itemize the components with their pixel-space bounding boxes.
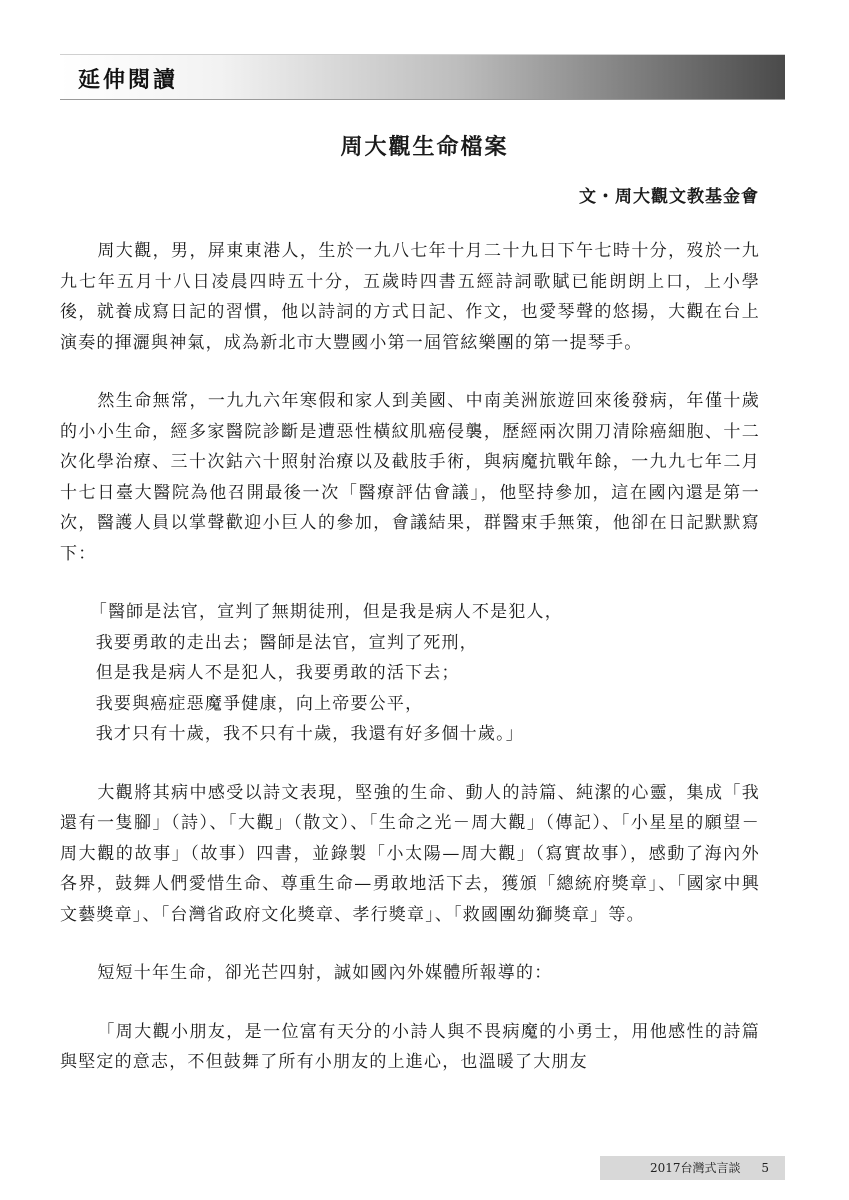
page-footer	[600, 1156, 785, 1180]
diary-poem	[60, 597, 760, 750]
byline: 文・周大觀文教基金會	[579, 187, 759, 207]
poem-line: 但是我是病人不是犯人，我要勇敢的活下去；	[95, 663, 460, 683]
poem-line: 我要與癌症惡魔爭健康，向上帝要公平，	[95, 693, 424, 714]
paragraph: 然生命無常，一九九六年寒假和家人到美國、中南美洲旅遊回來後發病，年僅十歲的小小生命，經多家醫院診斷是遭惡性橫紋肌癌侵襲，歷經兩次開刀清除癌細胞、十二次化學治療、三十次鈷六十照射治療以及截肢手術，與病魔抗戰年餘，一九九七年二月十七日臺大醫院為他召開最後一次「醫療評估會議」，他堅持參加，這在國內還是第一次，醫護人員以掌聲歡迎小巨人的參加，會議結果，群醫束手無策，他卻在日記默默寫下：	[60, 391, 760, 564]
poem-line: 我要勇敢的走出去；醫師是法官，宣判了死刑，	[95, 632, 478, 653]
section-label: 延伸閱讀	[78, 68, 179, 93]
paragraph: 短短十年生命，卻光芒四射，誠如國內外媒體所報導的：	[97, 963, 553, 983]
article-body	[60, 236, 760, 1078]
paragraph: 周大觀，男，屏東東港人，生於一九八七年十月二十九日下午七時十分，歿於一九九七年五月十八日凌晨四時五十分，五歲時四書五經詩詞歌賦已能朗朗上口，上小學後，就養成寫日記的習慣，他以詩詞的方式日記、作文，也愛琴聲的悠揚，大觀在台上演奏的揮灑與神氣，成為新北市大豐國小第一屆管絃樂團的第一提琴手。	[60, 241, 760, 353]
poem-line: 我才只有十歲，我不只有十歲，我還有好多個十歲。」	[95, 724, 524, 744]
poem-line: 「醫師是法官，宣判了無期徒刑，但是我是病人不是犯人，	[89, 602, 563, 622]
media-quote: 「周大觀小朋友，是一位富有天分的小詩人與不畏病魔的小勇士，用他感性的詩篇與堅定的意志，不但鼓舞了所有小朋友的上進心，也溫暖了大朋友	[60, 1021, 760, 1072]
page-number: 5	[761, 1161, 769, 1175]
section-header-bar	[60, 54, 785, 100]
article-title: 周大觀生命檔案	[340, 135, 509, 160]
paragraph: 大觀將其病中感受以詩文表現，堅強的生命、動人的詩篇、純潔的心靈，集成「我還有一隻腳」（詩）、「大觀」（散文）、「生命之光－周大觀」（傳記）、「小星星的願望－周大觀的故事」（故事）四書，並錄製「小太陽—周大觀」（寫實故事），感動了海內外各界，鼓舞人們愛惜生命、尊重生命—勇敢地活下去，獲頒「總統府獎章」、「國家中興文藝獎章」、「台灣省政府文化獎章、孝行獎章」、「救國團幼獅獎章」等。	[60, 782, 760, 925]
publication-name: 2017台灣式言談	[650, 1161, 741, 1175]
